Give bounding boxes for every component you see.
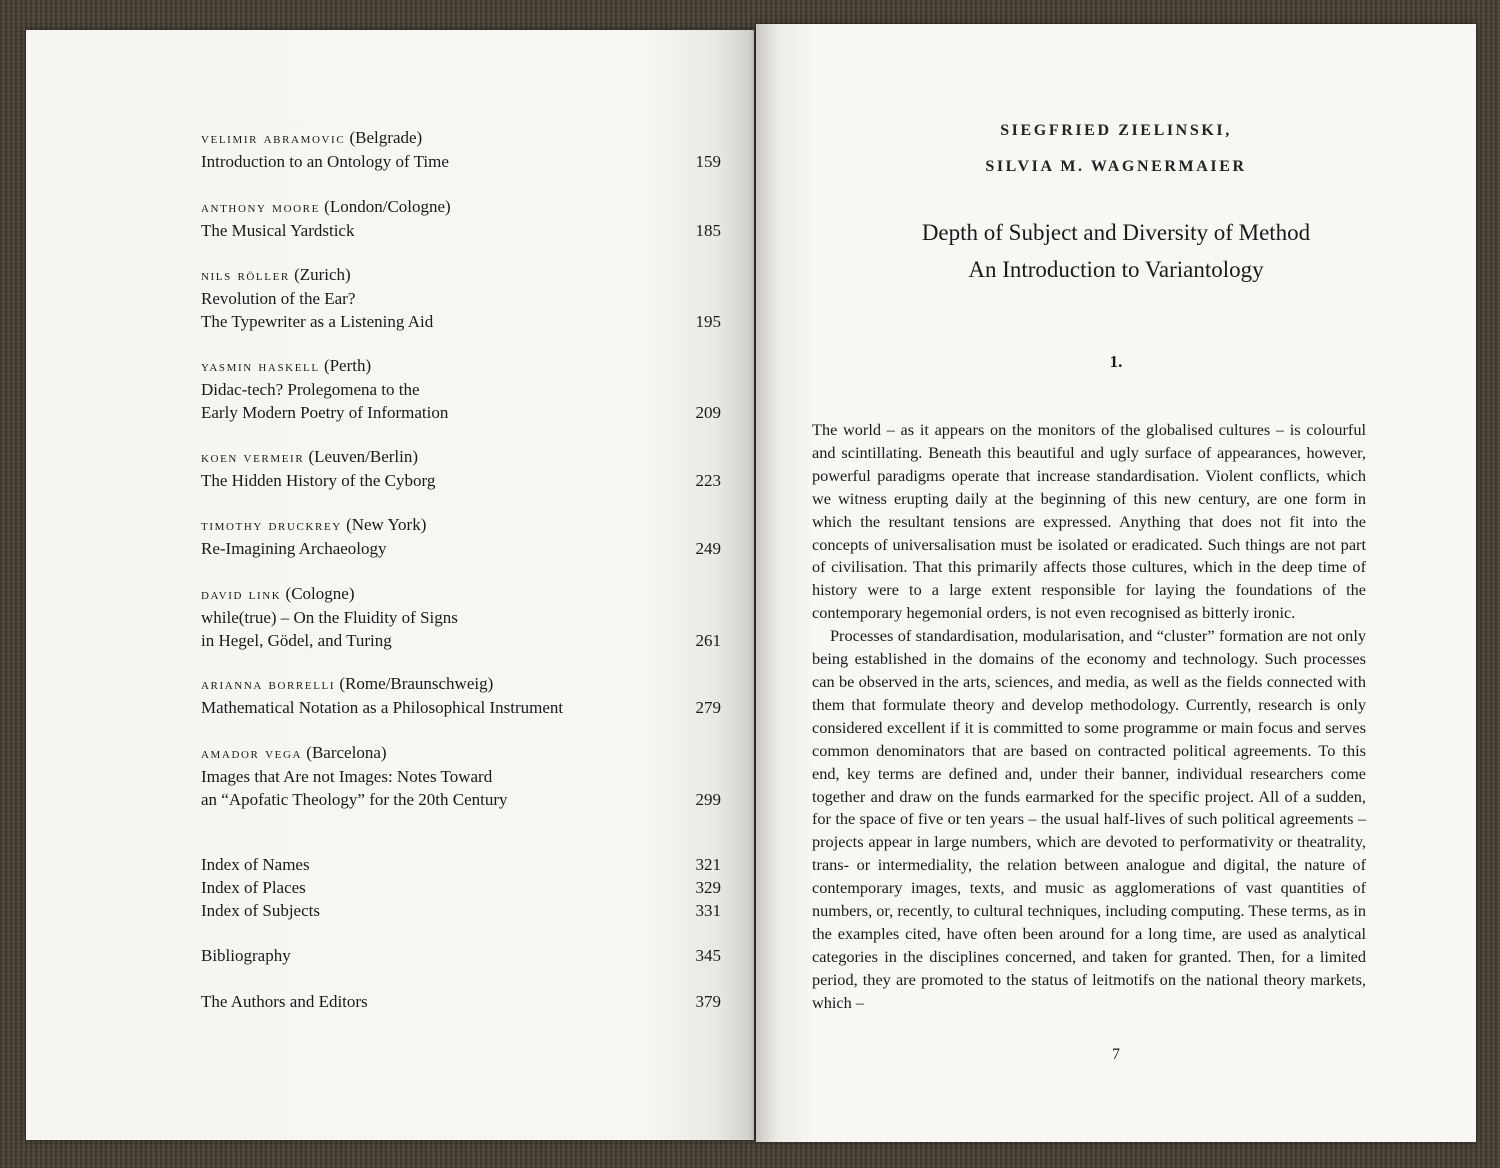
toc-title-line	[201, 606, 721, 629]
toc-title: Re-Imagining Archaeology	[201, 539, 387, 558]
toc-title: Didac-tech? Prolegomena to the	[201, 380, 420, 399]
toc-entry	[201, 445, 721, 492]
toc-title-line	[201, 788, 721, 811]
toc-title: Images that Are not Images: Notes Toward	[201, 767, 493, 786]
article-author-1: SIEGFRIED ZIELINSKI,	[1000, 122, 1232, 139]
toc-title-line	[201, 378, 721, 401]
toc-page-number: 195	[695, 312, 721, 331]
toc-page-number: 345	[695, 946, 721, 965]
toc-back-matter-label: The Authors and Editors	[201, 992, 368, 1011]
toc-title-line	[201, 629, 721, 652]
left-page	[26, 30, 754, 1140]
toc-title-line	[201, 537, 721, 560]
toc-author-location: (Perth)	[319, 356, 372, 375]
toc-entry	[201, 354, 721, 424]
toc-author-location: (Rome/Braunschweig)	[335, 674, 494, 693]
page-folio: 7	[1112, 1046, 1120, 1063]
toc-title: Revolution of the Ear?	[201, 289, 356, 308]
toc-title-line	[201, 401, 721, 424]
toc-author-name: anthony moore	[201, 199, 320, 216]
toc-author-line	[201, 741, 721, 765]
toc-back-matter-label: Index of Names	[201, 855, 310, 874]
toc-back-matter-label: Index of Subjects	[201, 901, 320, 920]
toc-title: Mathematical Notation as a Philosophical Instrument	[201, 698, 564, 717]
body-paragraph: The world – as it appears on the monitors of the globalised cultures – is colourful and scintillating. Beneath this beautiful and ugly surface of appearances, however, powerful paradigms operate that increase standardisation. Violent conflicts, which we witness erupting daily at the beginning of this new century, are one form in which the resultant tensions are expressed. Anything that does not fit into the concepts of universalisation must be isolated or eradicated. Such things are not part of civilisation. That this primarily affects those cultures, which in the deep time of history were to a large extent responsible for laying the foundations of the contemporary hegemonial orders, is not even recognised as bitterly ironic.	[812, 420, 1366, 623]
toc-author-name: timothy druckrey	[201, 517, 342, 534]
toc-entry	[201, 513, 721, 560]
toc-title: Early Modern Poetry of Information	[201, 403, 449, 422]
toc-author-line	[201, 354, 721, 378]
right-page	[756, 24, 1476, 1142]
toc-page-number: 299	[695, 790, 721, 809]
toc-back-matter-item	[201, 899, 721, 922]
article-body	[812, 419, 1366, 1015]
toc-page-number: 209	[695, 403, 721, 422]
toc-back-matter-label: Bibliography	[201, 946, 291, 965]
toc-page-number: 223	[695, 471, 721, 490]
toc-author-line	[201, 445, 721, 469]
toc-title-line	[201, 696, 721, 719]
toc-author-name: nils röller	[201, 267, 290, 284]
toc-entry	[201, 126, 721, 173]
toc-title-line	[201, 765, 721, 788]
toc-entry	[201, 672, 721, 719]
toc-back-matter-item	[201, 990, 721, 1013]
toc-title-line	[201, 219, 721, 242]
article-subtitle: An Introduction to Variantology	[968, 257, 1264, 282]
toc-author-location: (Leuven/Berlin)	[304, 447, 419, 466]
toc-author-location: (New York)	[341, 515, 427, 534]
toc-author-line	[201, 126, 721, 150]
toc-author-name: yasmin haskell	[201, 358, 320, 375]
body-paragraph: Processes of standardisation, modularisation, and “cluster” formation are not only being established in the domains of the economy and technology. Such processes can be observed in the arts, sciences, and media, as well as the fields connected with them that formulate theory and develop methodology. Currently, research is only considered excellent if it is committed to some programme or main focus and serves common denominators that are based on contracted political agreements. To this end, key terms are defined and, under their banner, individual researchers come together and draw on the funds earmarked for the specific project. All of a sudden, for the space of five or ten years – the usual half-lives of such political agreements – projects appear in large numbers, which are devoted to performativity or theatrality, trans- or intermediality, the relation between analogue and digital, the nature of contemporary images, texts, and music as agglomerations of vast quantities of numbers, or, recently, to cultural techniques, including computing. These terms, as in the examples cited, have often been around for a long time, are used as analytical categories in the disciplines concerned, and taken for granted. Then, for a limited period, they are promoted to the status of leitmotifs on the national theory markets, which –	[812, 626, 1366, 1012]
toc-author-line	[201, 582, 721, 606]
toc-author-name: arianna borrelli	[201, 676, 336, 693]
toc-title: The Hidden History of the Cyborg	[201, 471, 436, 490]
toc-entry	[201, 741, 721, 811]
toc-page-number: 261	[695, 631, 721, 650]
toc-title-line	[201, 310, 721, 333]
toc-back-matter-item	[201, 944, 721, 967]
toc-author-location: (Zurich)	[289, 265, 351, 284]
toc-title: an “Apofatic Theology” for the 20th Century	[201, 790, 508, 809]
toc-entry	[201, 582, 721, 652]
toc-page-number: 321	[695, 855, 721, 874]
toc-author-location: (Cologne)	[281, 584, 355, 603]
toc-page-number: 185	[695, 221, 721, 240]
toc-page-number: 379	[695, 992, 721, 1011]
toc-author-line	[201, 513, 721, 537]
toc-author-location: (Belgrade)	[345, 128, 423, 147]
toc-title-line	[201, 150, 721, 173]
toc-author-line	[201, 263, 721, 287]
toc-title: The Musical Yardstick	[201, 221, 355, 240]
toc-entry	[201, 263, 721, 333]
toc-page-number: 279	[695, 698, 721, 717]
toc-title-line	[201, 469, 721, 492]
toc-back-matter-item	[201, 853, 721, 876]
section-number: 1.	[1109, 352, 1123, 371]
toc-title: while(true) – On the Fluidity of Signs	[201, 608, 458, 627]
toc-back-matter-item	[201, 876, 721, 899]
toc-page-number: 159	[695, 152, 721, 171]
article-title: Depth of Subject and Diversity of Method	[921, 220, 1311, 245]
toc-title: The Typewriter as a Listening Aid	[201, 312, 434, 331]
toc-author-name: david link	[201, 586, 282, 603]
toc-page-number: 331	[695, 901, 721, 920]
toc-page-number: 249	[695, 539, 721, 558]
toc-author-name: koen vermeir	[201, 449, 305, 466]
toc-author-line	[201, 672, 721, 696]
toc-author-location: (London/Cologne)	[319, 197, 451, 216]
toc-title: Introduction to an Ontology of Time	[201, 152, 449, 171]
toc-author-line	[201, 195, 721, 219]
toc-title: in Hegel, Gödel, and Turing	[201, 631, 392, 650]
toc-author-name: amador vega	[201, 745, 303, 762]
toc-author-name: velimir abramovic	[201, 130, 346, 147]
toc-author-location: (Barcelona)	[302, 743, 387, 762]
article-author-2: SILVIA M. WAGNERMAIER	[985, 158, 1247, 175]
toc-title-line	[201, 287, 721, 310]
toc-entry	[201, 195, 721, 242]
toc-page-number: 329	[695, 878, 721, 897]
toc-back-matter-label: Index of Places	[201, 878, 306, 897]
